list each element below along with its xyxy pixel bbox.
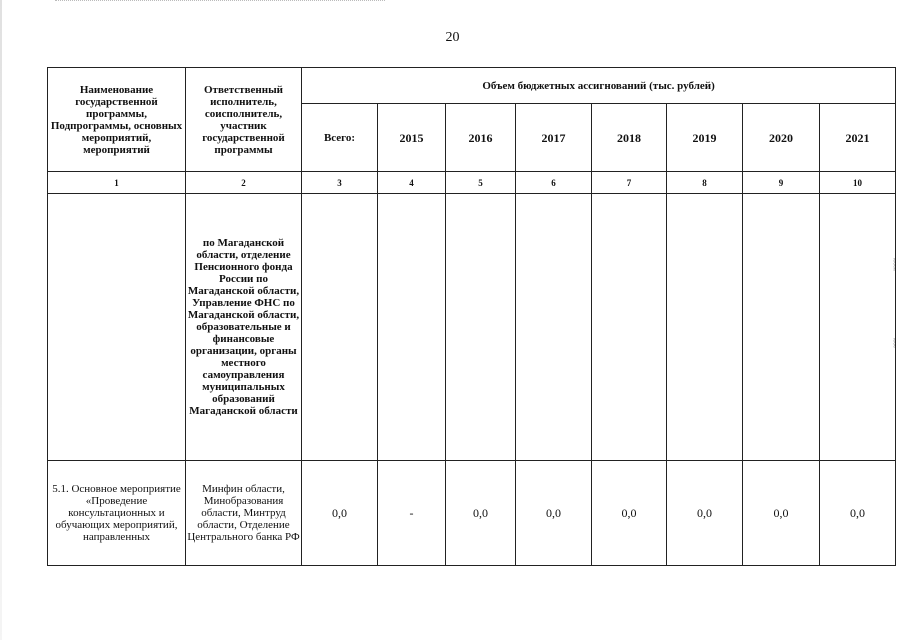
column-number: 7 <box>592 172 667 194</box>
header-year: 2015 <box>378 104 446 172</box>
row-value <box>302 194 378 461</box>
row-value <box>820 194 896 461</box>
column-number: 5 <box>446 172 516 194</box>
column-number: 4 <box>378 172 446 194</box>
header-year: 2017 <box>516 104 592 172</box>
column-number-row <box>48 172 896 194</box>
row-responsible: по Магаданской области, отделение Пенсионного фонда России по Магаданской области, Управление ФНС по Магаданской области, образовательные и финансовые организации, органы местного самоуправления муниципальных образований Магаданской области <box>186 194 302 461</box>
scan-left-edge <box>0 0 2 640</box>
row-value <box>743 194 820 461</box>
header-year: 2019 <box>667 104 743 172</box>
page-number: 20 <box>445 30 460 45</box>
row-value <box>378 194 446 461</box>
column-number: 10 <box>820 172 896 194</box>
row-name <box>48 194 186 461</box>
budget-table <box>47 67 896 566</box>
table-row <box>48 461 896 566</box>
header-year: 2016 <box>446 104 516 172</box>
row-value: 0,0 <box>820 461 896 566</box>
row-value <box>667 194 743 461</box>
header-year: 2021 <box>820 104 896 172</box>
row-value: 0,0 <box>446 461 516 566</box>
header-budget-title: Объем бюджетных ассигнований (тыс. рублей) <box>302 68 896 104</box>
column-number: 3 <box>302 172 378 194</box>
row-value: 0,0 <box>302 461 378 566</box>
margin-scribble: ~~~ <box>890 338 896 348</box>
column-number: 9 <box>743 172 820 194</box>
row-value <box>516 194 592 461</box>
header-responsible: Ответственный исполнитель, соисполнитель, участник государственной программы <box>186 68 302 172</box>
row-value: 0,0 <box>516 461 592 566</box>
row-responsible: Минфин области, Минобразования области, Минтруд области, Отделение Центрального банка РФ <box>186 461 302 566</box>
row-name: 5.1. Основное мероприятие «Проведение консультационных и обучающих мероприятий, направленных <box>48 461 186 566</box>
header-total: Всего: <box>302 104 378 172</box>
scan-artifact <box>55 0 385 3</box>
column-number: 1 <box>48 172 186 194</box>
header-name: Наименование государственной программы, Подпрограммы, основных мероприятий, мероприятий <box>48 68 186 172</box>
margin-scribble: ~~~~ <box>890 258 896 271</box>
row-value: 0,0 <box>667 461 743 566</box>
column-number: 8 <box>667 172 743 194</box>
column-number: 2 <box>186 172 302 194</box>
header-year: 2020 <box>743 104 820 172</box>
column-number: 6 <box>516 172 592 194</box>
row-value <box>592 194 667 461</box>
row-value <box>446 194 516 461</box>
row-value: 0,0 <box>592 461 667 566</box>
row-value: 0,0 <box>743 461 820 566</box>
row-value: - <box>378 461 446 566</box>
header-year: 2018 <box>592 104 667 172</box>
header-row-1 <box>48 68 896 104</box>
table-row <box>48 194 896 461</box>
